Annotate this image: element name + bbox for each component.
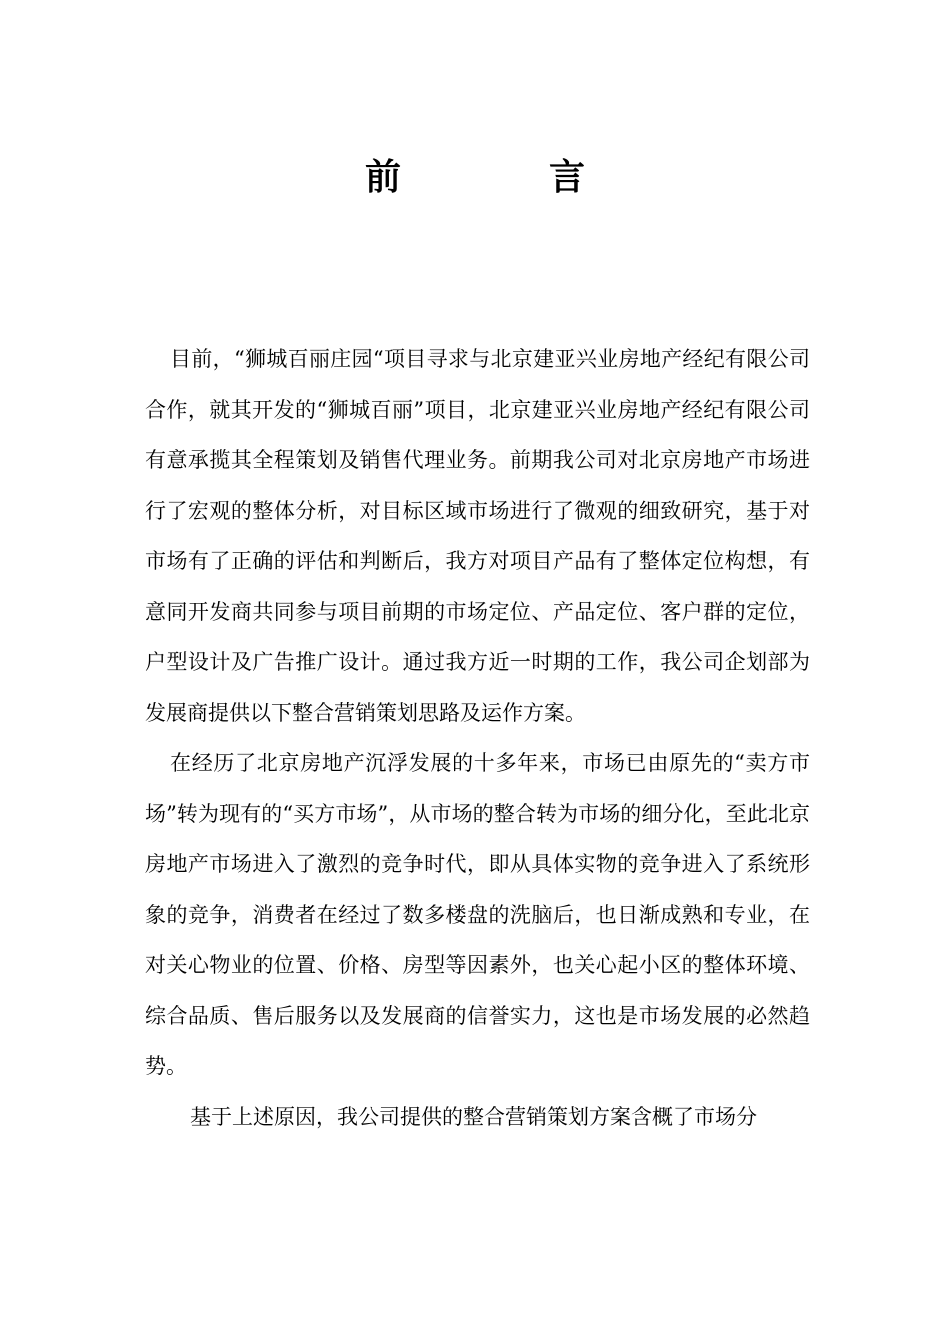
page-title: 前 言 — [364, 156, 641, 198]
body-text — [145, 334, 810, 1142]
paragraph-3: 基于上述原因，我公司提供的整合营销策划方案含概了市场分 — [190, 1104, 757, 1129]
paragraph-2: 在经历了北京房地产沉浮发展的十多年来，市场已由原先的“卖方市场”转为现有的“买方市场”，从市场的整合转为市场的细分化，至此北京房地产市场进入了激烈的竞争时代，即从具体实物的竞争进入了系统形象的竞争，消费者在经过了数多楼盘的洗脑后，也日渐成熟和专业，在对关心物业的位置、价格、房型等因素外，也关心起小区的整体环境、综合品质、售后服务以及发展商的信誉实力，这也是市场发展的必然趋势。 — [145, 751, 810, 1078]
paragraph-1: 目前，“狮城百丽庄园“项目寻求与北京建亚兴业房地产经纪有限公司合作，就其开发的“狮城百丽”项目，北京建亚兴业房地产经纪有限公司有意承揽其全程策划及销售代理业务。前期我公司对北京房地产市场进行了宏观的整体分析，对目标区域市场进行了微观的细致研究，基于对市场有了正确的评估和判断后，我方对项目产品有了整体定位构想，有意同开发商共同参与项目前期的市场定位、产品定位、客户群的定位，户型设计及广告推广设计。通过我方近一时期的工作，我公司企划部为发展商提供以下整合营销策划思路及运作方案。 — [145, 347, 810, 725]
